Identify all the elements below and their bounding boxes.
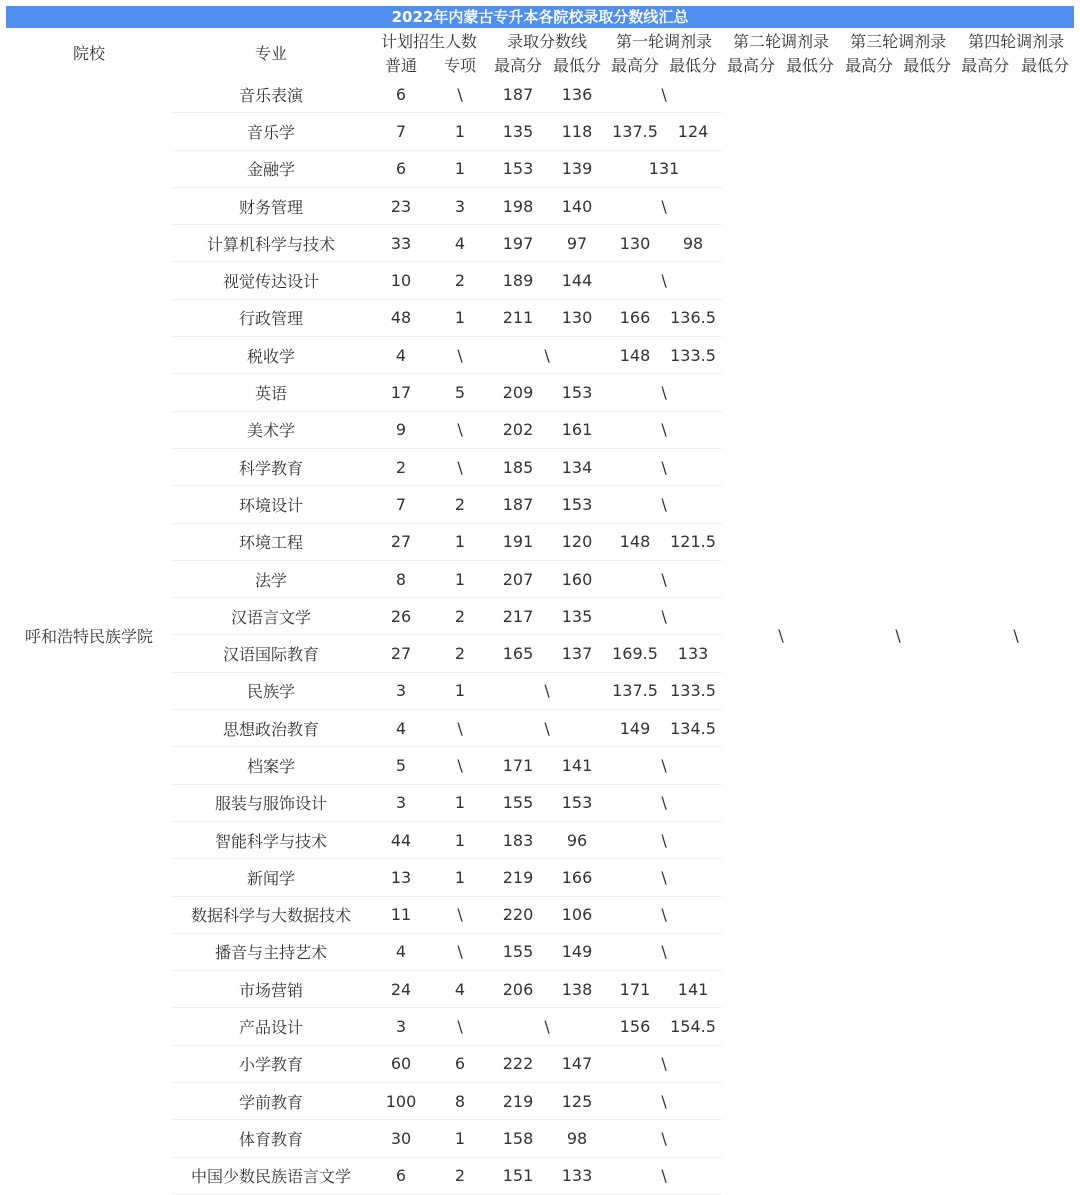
- header-round4: 第四轮调剂录: [968, 31, 1065, 51]
- plan-special: 1: [432, 113, 488, 150]
- plan-special: 8: [432, 1083, 488, 1120]
- admit-low: 130: [548, 299, 606, 336]
- sheet-title: 2022年内蒙古专升本各院校录取分数线汇总: [6, 6, 1074, 28]
- admit-low: 96: [548, 821, 606, 858]
- round1-score: \: [606, 1157, 722, 1194]
- major-name: 市场营销: [172, 971, 370, 1008]
- admit-high: 183: [488, 821, 548, 858]
- plan-normal: 9: [370, 411, 432, 448]
- admit-low: 153: [548, 784, 606, 821]
- round1-score: \: [606, 598, 722, 635]
- header-r2-high: 最高分: [727, 55, 776, 75]
- header-school: 院校: [72, 43, 105, 63]
- round1-score: \: [606, 1083, 722, 1120]
- major-name: 金融学: [172, 150, 370, 187]
- admit-high: 165: [488, 635, 548, 672]
- plan-special: \: [432, 411, 488, 448]
- admit-low: 140: [548, 187, 606, 224]
- admit-low: 138: [548, 971, 606, 1008]
- header-admit: 录取分数线: [507, 31, 588, 51]
- admit-high: 151: [488, 1157, 548, 1194]
- admit-low: 147: [548, 1045, 606, 1082]
- header-r4-low: 最低分: [1021, 55, 1070, 75]
- round1-low: 154.5: [664, 1008, 722, 1045]
- round1-low: 141: [664, 971, 722, 1008]
- major-name: 播音与主持艺术: [172, 933, 370, 970]
- plan-normal: 33: [370, 225, 432, 262]
- round1-score: 131: [606, 150, 722, 187]
- header-r3-high: 最高分: [845, 55, 894, 75]
- round1-score: \: [606, 76, 722, 113]
- school-name: 呼和浩特民族学院: [24, 626, 153, 646]
- header-round1: 第一轮调剂录: [616, 31, 713, 51]
- plan-special: \: [432, 337, 488, 374]
- major-name: 小学教育: [172, 1045, 370, 1082]
- round1-score: \: [606, 486, 722, 523]
- admit-high: 153: [488, 150, 548, 187]
- header-round2: 第二轮调剂录: [733, 31, 830, 51]
- major-name: 音乐学: [172, 113, 370, 150]
- admit-low: 153: [548, 374, 606, 411]
- admit-low: 136: [548, 76, 606, 113]
- plan-normal: 2: [370, 448, 432, 485]
- header-r3-low: 最低分: [903, 55, 952, 75]
- major-name: 环境工程: [172, 523, 370, 560]
- major-name: 数据科学与大数据技术: [172, 896, 370, 933]
- round1-high: 148: [606, 337, 664, 374]
- round4-score: \: [1013, 625, 1019, 645]
- major-name: 智能科学与技术: [172, 821, 370, 858]
- round1-low: 133: [664, 635, 722, 672]
- plan-normal: 27: [370, 523, 432, 560]
- round1-score: \: [606, 374, 722, 411]
- admit-low: 166: [548, 859, 606, 896]
- header-r1-low: 最低分: [669, 55, 718, 75]
- admit-high: 191: [488, 523, 548, 560]
- round1-low: 124: [664, 113, 722, 150]
- admit-high: 202: [488, 411, 548, 448]
- round1-score: \: [606, 821, 722, 858]
- plan-normal: 6: [370, 1157, 432, 1194]
- major-name: 财务管理: [172, 187, 370, 224]
- plan-special: 1: [432, 1120, 488, 1157]
- plan-special: 5: [432, 374, 488, 411]
- plan-normal: 4: [370, 933, 432, 970]
- round3-score: \: [895, 625, 901, 645]
- round1-score: \: [606, 262, 722, 299]
- admit-high: 187: [488, 486, 548, 523]
- major-name: 汉语言文学: [172, 598, 370, 635]
- plan-normal: 44: [370, 821, 432, 858]
- admit-low: 141: [548, 747, 606, 784]
- plan-special: \: [432, 747, 488, 784]
- admit-low: 98: [548, 1120, 606, 1157]
- plan-special: 2: [432, 598, 488, 635]
- major-name: 计算机科学与技术: [172, 225, 370, 262]
- table-body: [6, 76, 1076, 1194]
- header-plan: 计划招生人数: [381, 31, 478, 51]
- plan-special: 1: [432, 672, 488, 709]
- major-name: 思想政治教育: [172, 710, 370, 747]
- header-admit-low: 最低分: [553, 55, 602, 75]
- admit-low: 153: [548, 486, 606, 523]
- header-normal: 普通: [384, 55, 417, 75]
- admit-low: 120: [548, 523, 606, 560]
- admit-low: 137: [548, 635, 606, 672]
- plan-normal: 26: [370, 598, 432, 635]
- admit-low: 160: [548, 560, 606, 597]
- admit-high: 211: [488, 299, 548, 336]
- plan-special: 4: [432, 971, 488, 1008]
- plan-special: 2: [432, 1157, 488, 1194]
- major-name: 视觉传达设计: [172, 262, 370, 299]
- round1-high: 166: [606, 299, 664, 336]
- round1-high: 148: [606, 523, 664, 560]
- major-name: 法学: [172, 560, 370, 597]
- major-name: 新闻学: [172, 859, 370, 896]
- plan-special: 6: [432, 1045, 488, 1082]
- round1-low: 98: [664, 225, 722, 262]
- admit-high: 209: [488, 374, 548, 411]
- admit-high: 135: [488, 113, 548, 150]
- admit-low: 139: [548, 150, 606, 187]
- plan-normal: 48: [370, 299, 432, 336]
- round1-high: 149: [606, 710, 664, 747]
- round1-score: \: [606, 187, 722, 224]
- plan-special: \: [432, 933, 488, 970]
- plan-special: \: [432, 896, 488, 933]
- admit-score: \: [488, 672, 606, 709]
- plan-special: 1: [432, 821, 488, 858]
- header-special: 专项: [444, 55, 477, 75]
- major-name: 产品设计: [172, 1008, 370, 1045]
- major-name: 档案学: [172, 747, 370, 784]
- major-name: 学前教育: [172, 1083, 370, 1120]
- round1-low: 133.5: [664, 337, 722, 374]
- major-name: 音乐表演: [172, 76, 370, 113]
- admit-low: 144: [548, 262, 606, 299]
- major-name: 英语: [172, 374, 370, 411]
- admit-high: 171: [488, 747, 548, 784]
- header-row-1: [6, 28, 1076, 52]
- admit-high: 206: [488, 971, 548, 1008]
- header-admit-high: 最高分: [494, 55, 543, 75]
- header-r4-high: 最高分: [961, 55, 1010, 75]
- plan-special: 2: [432, 486, 488, 523]
- admit-low: 149: [548, 933, 606, 970]
- round1-low: 134.5: [664, 710, 722, 747]
- plan-special: 1: [432, 859, 488, 896]
- round1-score: \: [606, 784, 722, 821]
- admit-high: 220: [488, 896, 548, 933]
- plan-normal: 4: [370, 710, 432, 747]
- major-name: 汉语国际教育: [172, 635, 370, 672]
- admit-low: 125: [548, 1083, 606, 1120]
- admit-high: 198: [488, 187, 548, 224]
- admit-low: 161: [548, 411, 606, 448]
- score-table: [6, 28, 1076, 1195]
- round1-score: \: [606, 448, 722, 485]
- admit-low: 118: [548, 113, 606, 150]
- round1-high: 156: [606, 1008, 664, 1045]
- plan-normal: 6: [370, 150, 432, 187]
- plan-special: 2: [432, 262, 488, 299]
- plan-normal: 4: [370, 337, 432, 374]
- admit-high: 155: [488, 784, 548, 821]
- plan-special: \: [432, 710, 488, 747]
- round1-low: 136.5: [664, 299, 722, 336]
- plan-special: 1: [432, 523, 488, 560]
- plan-normal: 13: [370, 859, 432, 896]
- admit-high: 185: [488, 448, 548, 485]
- plan-normal: 3: [370, 672, 432, 709]
- round1-score: \: [606, 896, 722, 933]
- admit-low: 135: [548, 598, 606, 635]
- plan-normal: 10: [370, 262, 432, 299]
- plan-normal: 23: [370, 187, 432, 224]
- admit-low: 97: [548, 225, 606, 262]
- plan-normal: 7: [370, 486, 432, 523]
- admit-high: 197: [488, 225, 548, 262]
- admit-low: 106: [548, 896, 606, 933]
- plan-normal: 3: [370, 784, 432, 821]
- admit-high: 219: [488, 859, 548, 896]
- admit-high: 219: [488, 1083, 548, 1120]
- plan-normal: 27: [370, 635, 432, 672]
- major-name: 中国少数民族语言文学: [172, 1157, 370, 1194]
- round1-high: 130: [606, 225, 664, 262]
- major-name: 税收学: [172, 337, 370, 374]
- round1-score: \: [606, 411, 722, 448]
- admit-high: 207: [488, 560, 548, 597]
- major-name: 体育教育: [172, 1120, 370, 1157]
- round1-high: 137.5: [606, 672, 664, 709]
- round1-score: \: [606, 1120, 722, 1157]
- plan-special: \: [432, 448, 488, 485]
- header-r1-high: 最高分: [611, 55, 660, 75]
- plan-special: 4: [432, 225, 488, 262]
- plan-normal: 5: [370, 747, 432, 784]
- header-major: 专业: [254, 43, 287, 63]
- admit-score: \: [488, 1008, 606, 1045]
- admit-high: 217: [488, 598, 548, 635]
- header-round3: 第三轮调剂录: [850, 31, 947, 51]
- plan-special: 2: [432, 635, 488, 672]
- major-name: 科学教育: [172, 448, 370, 485]
- plan-normal: 6: [370, 76, 432, 113]
- round1-score: \: [606, 560, 722, 597]
- plan-special: 3: [432, 187, 488, 224]
- admit-high: 187: [488, 76, 548, 113]
- round1-score: \: [606, 747, 722, 784]
- plan-special: 1: [432, 150, 488, 187]
- major-name: 环境设计: [172, 486, 370, 523]
- plan-normal: 8: [370, 560, 432, 597]
- round1-score: \: [606, 1045, 722, 1082]
- major-name: 美术学: [172, 411, 370, 448]
- round1-high: 169.5: [606, 635, 664, 672]
- major-name: 行政管理: [172, 299, 370, 336]
- round1-low: 133.5: [664, 672, 722, 709]
- admit-low: 133: [548, 1157, 606, 1194]
- round1-score: \: [606, 859, 722, 896]
- admit-score: \: [488, 337, 606, 374]
- plan-special: \: [432, 76, 488, 113]
- round1-high: 137.5: [606, 113, 664, 150]
- plan-normal: 17: [370, 374, 432, 411]
- table-row: [6, 76, 1076, 113]
- score-summary-sheet: [6, 6, 1074, 1195]
- plan-normal: 60: [370, 1045, 432, 1082]
- round1-low: 121.5: [664, 523, 722, 560]
- major-name: 服装与服饰设计: [172, 784, 370, 821]
- plan-normal: 11: [370, 896, 432, 933]
- round2-score: \: [778, 625, 784, 645]
- plan-normal: 3: [370, 1008, 432, 1045]
- round1-high: 171: [606, 971, 664, 1008]
- admit-low: 134: [548, 448, 606, 485]
- plan-normal: 30: [370, 1120, 432, 1157]
- major-name: 民族学: [172, 672, 370, 709]
- plan-special: 1: [432, 784, 488, 821]
- plan-normal: 24: [370, 971, 432, 1008]
- admit-score: \: [488, 710, 606, 747]
- plan-special: 1: [432, 560, 488, 597]
- header-r2-low: 最低分: [786, 55, 835, 75]
- plan-special: 1: [432, 299, 488, 336]
- admit-high: 155: [488, 933, 548, 970]
- admit-high: 222: [488, 1045, 548, 1082]
- round1-score: \: [606, 933, 722, 970]
- admit-high: 158: [488, 1120, 548, 1157]
- admit-high: 189: [488, 262, 548, 299]
- plan-special: \: [432, 1008, 488, 1045]
- plan-normal: 7: [370, 113, 432, 150]
- plan-normal: 100: [370, 1083, 432, 1120]
